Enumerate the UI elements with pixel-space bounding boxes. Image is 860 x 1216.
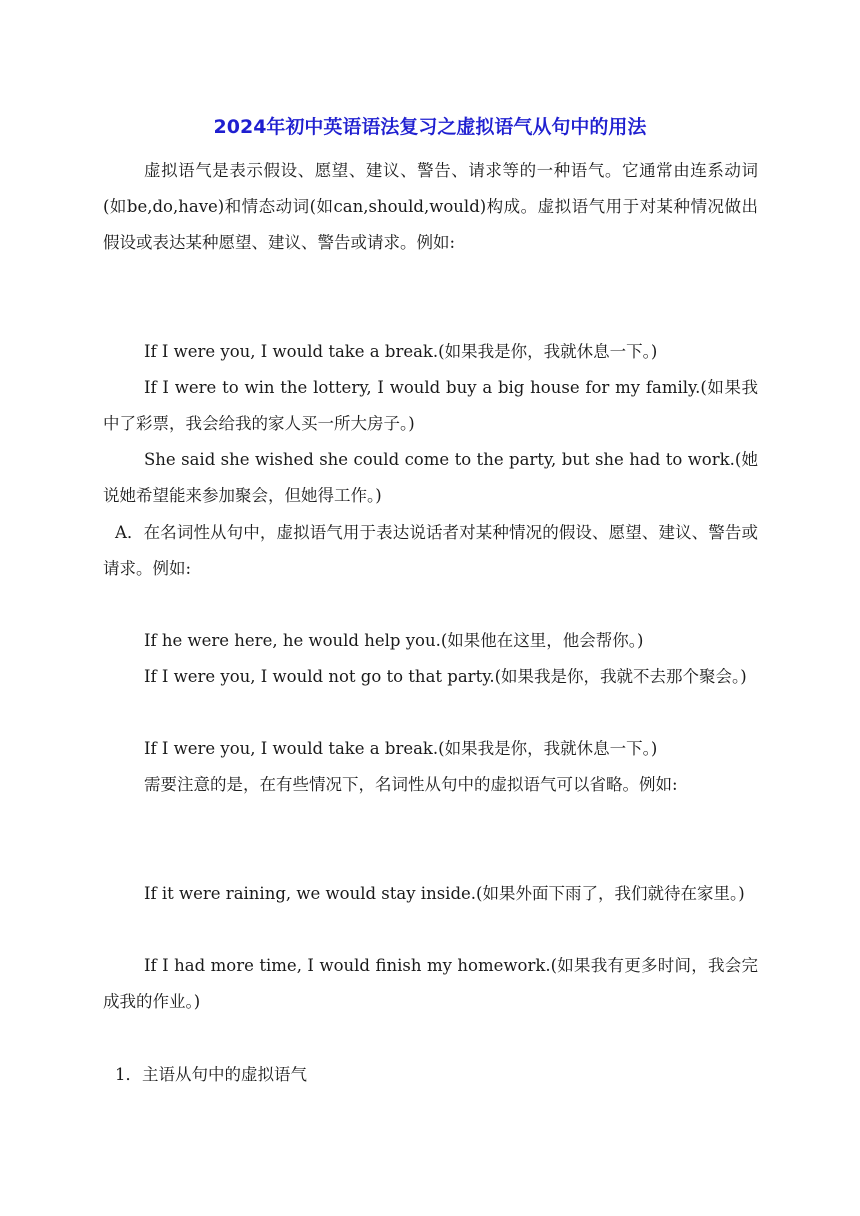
note-paragraph: 需要注意的是，在有些情况下，名词性从句中的虚拟语气可以省略。例如: — [144, 775, 678, 794]
intro-paragraph: 虚拟语气是表示假设、愿望、建议、警告、请求等的一种语气。它通常由连系动词(如be,do,have)和情态动词(如can,should,would)构成。虚拟语气用于对某种情况做出假设或表达某种愿望、建议、警告或请求。例如: — [103, 161, 758, 252]
example-sentence: If I were you, I would take a break.(如果我是你，我就休息一下。) — [144, 739, 658, 758]
section-1-heading: 1．主语从句中的虚拟语气 — [115, 1065, 307, 1084]
example-sentence: If he were here, he would help you.(如果他在这里，他会帮你。) — [144, 631, 644, 650]
example-sentence: If it were raining, we would stay inside.(如果外面下雨了，我们就待在家里。) — [144, 884, 745, 903]
example-sentence: If I were you, I would not go to that party.(如果我是你，我就不去那个聚会。) — [144, 667, 747, 686]
example-sentence: If I had more time, I would finish my homework.(如果我有更多时间，我会完成我的作业。) — [103, 956, 758, 1011]
page-title: 2024年初中英语语法复习之虚拟语气从句中的用法 — [213, 116, 647, 138]
example-sentence: She said she wished she could come to the party, but she had to work.(她说她希望能来参加聚会，但她得工作。) — [103, 450, 758, 505]
section-a-paragraph: A．在名词性从句中，虚拟语气用于表达说话者对某种情况的假设、愿望、建议、警告或请求。例如: — [103, 523, 758, 578]
example-sentence: If I were you, I would take a break.(如果我是你，我就休息一下。) — [144, 342, 658, 361]
example-sentence: If I were to win the lottery, I would buy a big house for my family.(如果我中了彩票，我会给我的家人买一所大房子。) — [103, 378, 758, 433]
